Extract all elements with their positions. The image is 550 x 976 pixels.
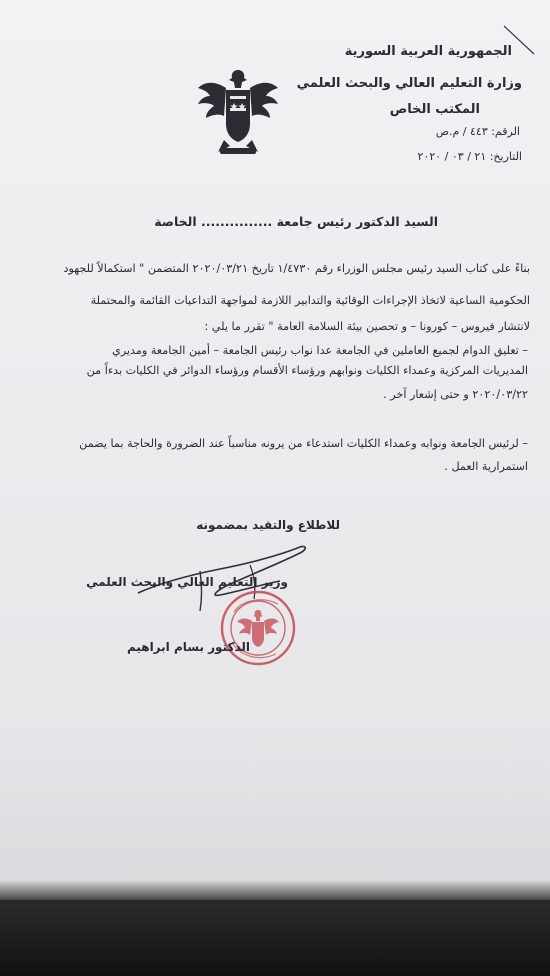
- body-paragraph-line: الحكومية الساعية لاتخاذ الإجراءات الوقائية والتدابير اللازمة لمواجهة التداعيات القائمة والمحتملة: [90, 294, 530, 307]
- decision-item-2-line: استمرارية العمل .: [444, 460, 528, 473]
- dark-background-edge: [0, 880, 550, 976]
- letter-date: التاريخ: ٢١ / ٠٣ / ٢٠٢٠: [417, 150, 522, 163]
- body-paragraph-line: لانتشار فيروس – كورونا – و تحصين بيئة السلامة العامة " تقرر ما يلي :: [204, 320, 530, 333]
- decision-item-1-line: – تعليق الدوام لجميع العاملين في الجامعة عدا نواب رئيس الجامعة – أمين الجامعة ومديري: [112, 344, 528, 357]
- closing-line: للاطلاع والتقيد بمضمونه: [196, 518, 340, 532]
- signatory-name: الدكتور بسام ابراهيم: [126, 640, 250, 654]
- decision-item-1-line: ٢٠٢٠/٠٣/٢٢ و حتى إشعار آخر .: [383, 388, 528, 401]
- signatory-title: وزير التعليم العالي والبحث العلمي: [86, 575, 288, 589]
- letterhead-country: الجمهورية العربية السورية: [344, 44, 512, 59]
- addressee-line: السيد الدكتور رئيس جامعة ............... الخاصة: [154, 214, 438, 229]
- body-paragraph-line: بناءً على كتاب السيد رئيس مجلس الوزراء رقم ١/٤٧٣٠ تاريخ ٢٠٢٠/٠٣/٢١ المتضمن " استكمالاً للجهود: [63, 262, 530, 275]
- letterhead-ministry: وزارة التعليم العالي والبحث العلمي: [296, 76, 522, 91]
- eagle-emblem-icon: [196, 66, 280, 158]
- decision-item-2-line: – لرئيس الجامعة ونوابه وعمداء الكليات استدعاء من يرونه مناسباً عند الضرورة والحاجة بما يضمن: [79, 437, 528, 450]
- reference-number: الرقم: ٤٤٣ / م.ص: [435, 125, 520, 138]
- ministry-seal-icon: [218, 588, 298, 668]
- decision-item-1-line: المديريات المركزية وعمداء الكليات ونوابهم ورؤساء الأقسام ورؤساء الدوائر في الكليات بدءاً من: [86, 364, 528, 377]
- letterhead-office: المكتب الخاص: [389, 102, 480, 117]
